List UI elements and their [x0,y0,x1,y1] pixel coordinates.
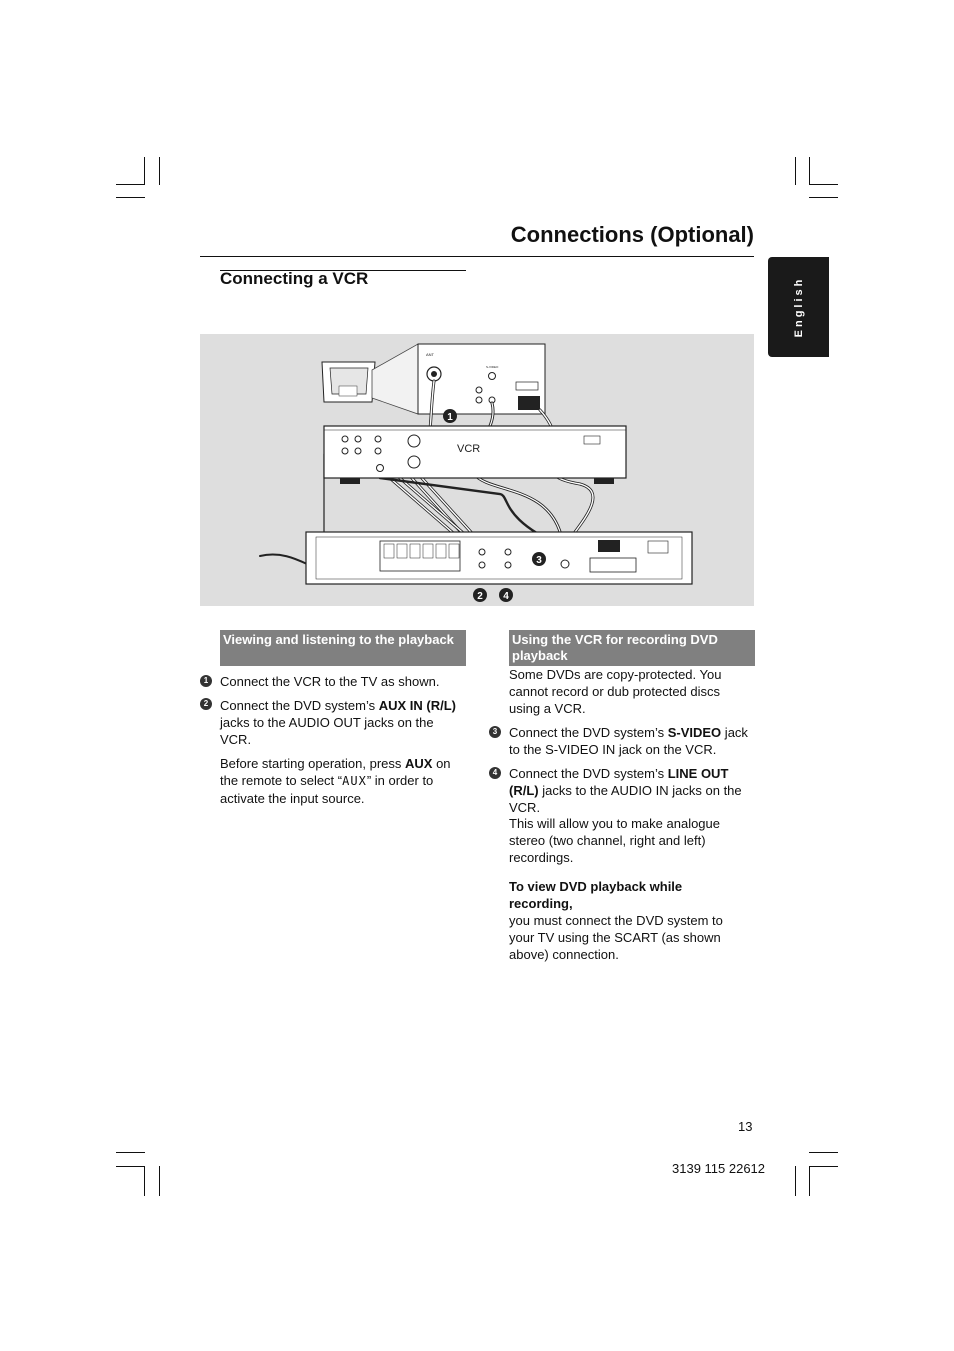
svg-text:2: 2 [477,591,483,602]
step-3-text [509,724,755,758]
step-4-extra: This will allow you to make analogue stereo (two channel, right and left) recordings. [509,816,720,865]
connection-diagram-svg [200,334,754,606]
aux-note-mid: on the remote to select “ [220,756,451,788]
right-subheading: Using the VCR for recording DVD playback [509,630,755,666]
page-number: 13 [738,1119,753,1134]
step-4-pre: Connect the DVD system’s [509,766,668,781]
svg-text:S-VIDEO: S-VIDEO [486,365,499,369]
step-3-post: jack to the S-VIDEO IN jack on the VCR. [509,725,748,757]
step-callout-2 [473,588,487,602]
step-3-bold: S-VIDEO [667,725,722,740]
aux-note-pre: Before starting operation, press [220,756,405,771]
svg-text:ANT: ANT [426,352,434,357]
dvd-system-illustration [306,532,692,584]
aux-note-bold: AUX [405,756,433,771]
step-callout-4 [499,588,513,602]
right-intro: Some DVDs are copy-protected. You cannot record or dub protected discs using a VCR. [509,667,722,716]
step-4-text [509,765,755,816]
step-2-post: jacks to the AUDIO OUT jacks on the VCR. [220,715,434,747]
step-2-bold: AUX IN (R/L) [378,698,456,713]
svg-text:3: 3 [536,555,542,566]
left-subheading: Viewing and listening to the playback [220,630,466,666]
language-tab [768,257,829,357]
document-code: 3139 115 22612 [672,1161,766,1176]
vcr-illustration [324,426,626,484]
section-title: Connecting a VCR [220,269,369,288]
tv-illustration [322,362,375,402]
step-callout-3 [532,552,546,566]
step-2-pre: Connect the DVD system’s [220,698,379,713]
step-2-text [220,697,466,748]
step-4-bold: LINE OUT (R/L) [509,766,729,798]
step-3-pre: Connect the DVD system’s [509,725,668,740]
svg-text:1: 1 [447,412,453,423]
step-4-post: jacks to the AUDIO IN jacks on the VCR. [509,783,742,815]
connection-diagram [200,334,754,606]
step-badge-3: 3 [489,726,501,738]
step-badge-1: 1 [200,675,212,687]
vcr-label: VCR [457,443,481,455]
tip-heading: To view DVD playback while recording, [509,879,683,911]
page-title: Connections (Optional) [510,222,754,247]
language-tab-label: English [792,276,805,338]
aux-display-text: AUX [342,774,367,788]
step-badge-4: 4 [489,767,501,779]
aux-note [220,755,466,807]
step-callout-1 [443,409,457,423]
tip-text: you must connect the DVD system to your TV using the SCART (as shown above) connection. [509,913,723,962]
step-1-text: Connect the VCR to the TV as shown. [220,674,440,689]
tv-back-panel-inset [418,344,545,414]
step-badge-2: 2 [200,698,212,710]
title-rule [200,256,754,257]
aux-note-post: ” in order to activate the input source. [220,773,434,806]
svg-text:4: 4 [503,591,509,602]
